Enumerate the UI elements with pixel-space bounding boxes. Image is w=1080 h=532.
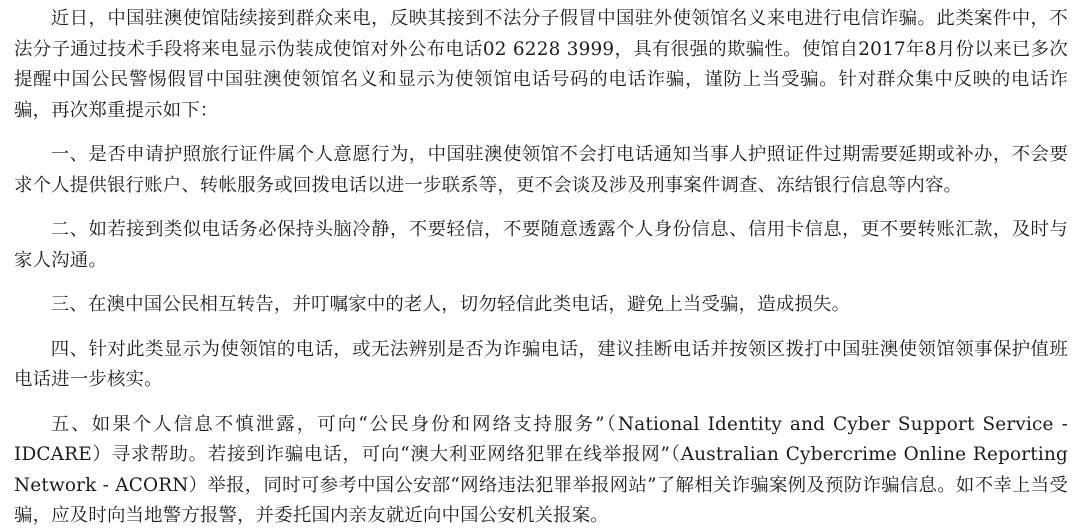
tip-4-paragraph: 四、针对此类显示为使领馆的电话，或无法辨别是否为诈骗电话，建议挂断电话并按领区拨打中国驻澳使领馆领事保护值班电话进一步核实。 [14, 338, 1068, 390]
tip-5-paragraph: 五、如果个人信息不慎泄露，可向“公民身份和网络支持服务”（National Identity and Cyber Support Service - IDCARE）寻求帮助。若接到诈骗电话，可向“澳大利亚网络犯罪在线举报网”（Australian Cybercrime Online Reporting Network - ACORN）举报，同时可参考中国公安部“网络违法犯罪举报网站”了解相关诈骗案例及预防诈骗信息。如不幸上当受骗，应及时向当地警方报警，并委托国内亲友就近向中国公安机关报案。 [14, 413, 1068, 526]
tip-1-paragraph: 一、是否申请护照旅行证件属个人意愿行为，中国驻澳使领馆不会打电话通知当事人护照证件过期需要延期或补办，不会要求个人提供银行账户、转帐服务或回拨电话以进一步联系等，更不会谈及涉及刑事案件调查、冻结银行信息等内容。 [14, 144, 1068, 196]
intro-paragraph: 近日，中国驻澳使馆陆续接到群众来电，反映其接到不法分子假冒中国驻外使领馆名义来电进行电信诈骗。此类案件中，不法分子通过技术手段将来电显示伪装成使馆对外公布电话02 6228 3999，具有很强的欺骗性。使馆自2017年8月份以来已多次提醒中国公民警惕假冒中国驻澳使领馆名义和显示为使领馆电话号码的电话诈骗，谨防上当受骗。针对群众集中反映的电话诈骗，再次郑重提示如下： [14, 8, 1068, 121]
tip-2-paragraph: 二、如若接到类似电话务必保持头脑冷静，不要轻信，不要随意透露个人身份信息、信用卡信息，更不要转账汇款，及时与家人沟通。 [14, 219, 1068, 271]
tip-3-paragraph: 三、在澳中国公民相互转告，并叮嘱家中的老人，切勿轻信此类电话，避免上当受骗，造成损失。 [50, 294, 851, 315]
